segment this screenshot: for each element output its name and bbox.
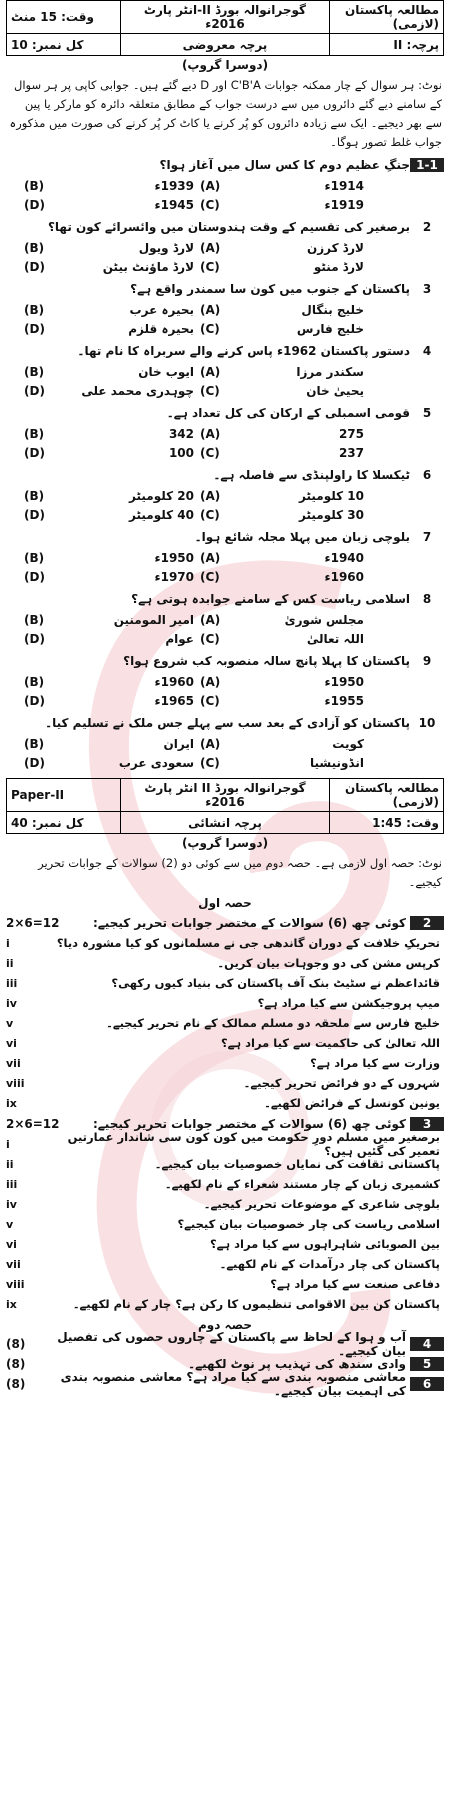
option-d: 1970ء [154,569,194,584]
option-a: 1950ء [324,674,364,689]
time-label: وقت: 15 منٹ [7,1,121,34]
option-a: خلیج بنگال [301,302,364,317]
option-letter: (C) [200,383,220,398]
subject-title: مطالعہ پاکستان (لازمی) [330,779,444,812]
option-letter: (A) [200,736,221,751]
question-text: ٹیکسلا کا راولپنڈی سے فاصلہ ہے۔ [213,468,410,482]
subquestion-text: اللہ تعالیٰ کی حاکمیت سے کیا مراد ہے؟ [220,1036,440,1050]
question-2 [6,912,444,933]
board-year: انٹر پارٹ II گوجرانوالہ بورڈ 2016ء [120,779,330,812]
subquestion-text: بین الصوبائی شاہراہوں سے کیا مراد ہے؟ [209,1237,440,1251]
roman-numeral: ii [6,1157,14,1171]
subquestion-text: برصغیر میں مسلم دورِ حکومت میں کون کون سی شاندار عمارتیں تعمیر کی گئیں ہیں؟ [67,1130,440,1158]
option-b: 342 [168,426,194,441]
question-number: 2 [422,220,432,234]
roman-numeral: iv [6,996,17,1010]
option-d: 1965ء [154,693,194,708]
options-row [6,381,444,400]
mcq-question [6,278,444,300]
subquestion [6,1234,444,1254]
option-d: عوام [165,631,194,646]
option-d: 100 [168,445,194,460]
option-letter: (C) [200,197,220,212]
mcq-question [6,588,444,610]
board-year: انٹر پارٹ-II گوجرانوالہ بورڈ 2016ء [120,1,330,34]
subquestion-text: قائداعظم نے سٹیٹ بنک آف پاکستان کی بنیاد کیوں رکھی؟ [111,976,440,990]
option-letter: (D) [24,445,45,460]
option-letter: (B) [24,736,45,751]
option-b: لارڈ ویول [138,240,194,255]
question-text: قومی اسمبلی کے ارکان کی کل تعداد ہے۔ [166,406,410,420]
question-text: پاکستان کا پہلا پانچ سالہ منصوبہ کب شروع ہوا؟ [123,654,410,668]
option-a: کویت [332,736,364,751]
options-row [6,610,444,629]
subquestion [6,1013,444,1033]
option-letter: (B) [24,364,45,379]
subquestion [6,953,444,973]
option-letter: (A) [200,550,221,565]
options-row [6,567,444,586]
options-row [6,629,444,648]
question-number: 6 [410,1377,444,1391]
subquestion-text: تحریکِ خلافت کے دوران گاندھی جی نے مسلمانوں کو کیا مشورہ دیا؟ [56,936,440,950]
options-row [6,548,444,567]
question-text: آب و ہوا کے لحاظ سے پاکستان کے چاروں حصوں کی تفصیل بیان کیجیے۔ [57,1330,406,1358]
options-row [6,257,444,276]
part-one-heading: حصہ اول [198,896,252,910]
mcq-list [6,154,444,772]
subquestion [6,1073,444,1093]
paper-number: پرچہ: II [330,34,444,56]
option-letter: (C) [200,631,220,646]
option-letter: (B) [24,426,45,441]
subject-title: مطالعہ پاکستان (لازمی) [330,1,444,34]
option-a: لارڈ کرزن [307,240,364,255]
paper-type: پرچہ معروضی [120,34,330,56]
options-row [6,672,444,691]
q3-subquestions [6,1130,444,1314]
roman-numeral: iv [6,1197,17,1211]
option-letter: (A) [200,612,221,627]
question-marks: (8) [6,1357,26,1371]
mcq-question [6,154,444,176]
roman-numeral: vi [6,1036,17,1050]
option-letter: (A) [200,302,221,317]
question-text: بلوچی زبان میں پہلا مجلہ شائع ہوا۔ [194,530,410,544]
roman-numeral: ix [6,1297,17,1311]
option-letter: (A) [200,426,221,441]
subquestion [6,1214,444,1234]
options-row [6,362,444,381]
options-row [6,505,444,524]
option-b: ایوب خان [138,364,194,379]
option-b: ایران [163,736,194,751]
subquestion-text: دفاعی صنعت سے کیا مراد ہے؟ [270,1277,440,1291]
question-text: اسلامی ریاست کس کے سامنے جوابدہ ہوتی ہے؟ [131,592,410,606]
option-letter: (D) [24,321,45,336]
option-letter: (D) [24,507,45,522]
option-letter: (A) [200,488,221,503]
option-letter: (B) [24,550,45,565]
option-a: 1940ء [324,550,364,565]
option-c: اللہ تعالیٰ [306,631,364,646]
option-letter: (D) [24,259,45,274]
options-row [6,734,444,753]
option-letter: (C) [200,755,220,770]
subquestion-text: پاکستانی ثقافت کی نمایاں خصوصیات بیان کیجیے۔ [154,1157,440,1171]
question-text: جنگِ عظیم دوم کا کس سال میں آغاز ہوا؟ [159,158,410,172]
subquestion-text: شہروں کے دو فرائض تحریر کیجیے۔ [243,1076,440,1090]
option-letter: (D) [24,631,45,646]
option-letter: (A) [200,364,221,379]
subquestion [6,1294,444,1314]
subquestion-text: میپ پروجیکشن سے کیا مراد ہے؟ [257,996,440,1010]
mcq-question [6,712,444,734]
question-number: 4 [422,344,432,358]
long-question [6,1330,444,1358]
group-label: (دوسرا گروپ) [181,58,269,72]
option-c: 30 کلومیٹر [299,507,364,522]
option-letter: (D) [24,569,45,584]
objective-header [6,0,444,56]
question-number: 4 [410,1337,444,1351]
subquestion [6,1254,444,1274]
question-text: کوئی چھ (6) سوالات کے مختصر جوابات تحریر کیجیے: [92,1116,406,1131]
subquestion [6,1274,444,1294]
option-letter: (C) [200,507,220,522]
subquestion-text: پاکستان کن بین الاقوامی تنظیموں کا رکن ہے؟ چار کے نام لکھیے۔ [72,1297,440,1311]
options-row [6,176,444,195]
option-letter: (D) [24,383,45,398]
option-c: یحییٰ خان [306,383,364,398]
options-row [6,238,444,257]
question-number: 9 [422,654,432,668]
roman-numeral: vi [6,1237,17,1251]
option-d: 1945ء [154,197,194,212]
question-text: وادی سندھ کی تہذیب پر نوٹ لکھیے۔ [188,1357,406,1371]
subquestion [6,973,444,993]
total-marks: کل نمبر: 40 [7,812,121,834]
question-number: 5 [410,1357,444,1371]
options-row [6,319,444,338]
roman-numeral: iii [6,1177,18,1191]
options-row [6,753,444,772]
option-d: بحیرہ قلزم [128,321,194,336]
roman-numeral: v [6,1016,14,1030]
option-letter: (B) [24,178,45,193]
question-text: معاشی منصوبہ بندی سے کیا مراد ہے؟ معاشی منصوبہ بندی کی اہمیت بیان کیجیے۔ [60,1370,406,1398]
option-c: 1955ء [324,693,364,708]
question-number: 6 [422,468,432,482]
roman-numeral: viii [6,1277,25,1291]
option-c: 237 [338,445,364,460]
option-letter: (D) [24,755,45,770]
option-letter: (A) [200,674,221,689]
roman-numeral: i [6,1137,10,1151]
option-c: خلیج فارس [296,321,364,336]
option-letter: (D) [24,197,45,212]
question-number: 5 [422,406,432,420]
mcq-question [6,650,444,672]
roman-numeral: vii [6,1056,21,1070]
mcq-question [6,464,444,486]
option-letter: (B) [24,488,45,503]
option-letter: (C) [200,693,220,708]
option-letter: (D) [24,693,45,708]
option-c: 1960ء [324,569,364,584]
roman-numeral: viii [6,1076,25,1090]
options-row [6,300,444,319]
question-number: 8 [422,592,432,606]
option-letter: (C) [200,445,220,460]
roman-numeral: v [6,1217,14,1231]
instructions-note: نوٹ: ہر سوال کے چار ممکنہ جوابات C'B'A اور D دیے گئے ہیں۔ جوابی کاپی پر ہر سوال کے سامنے دیے گئے دائروں میں سے درست جواب کے مطابق متعلقہ دائرہ کو مارکر یا پین سے بھر دیجیے۔ ایک سے زیادہ دائروں کو پُر کرنے یا کاٹ کر پُر کرنے کی صورت میں مذکورہ جواب غلط تصور ہوگا۔ [9,78,442,149]
option-c: 1919ء [324,197,364,212]
option-b: امیر المومنین [113,612,194,627]
roman-numeral: ii [6,956,14,970]
question-number: 3 [422,282,432,296]
subquestion [6,1093,444,1113]
options-row [6,486,444,505]
option-letter: (A) [200,178,221,193]
option-a: 275 [338,426,364,441]
subquestion-text: کرپس مشن کی دو وجوہات بیان کریں۔ [217,956,440,970]
q2-subquestions [6,933,444,1113]
option-a: سکندر مرزا [296,364,364,379]
options-row [6,691,444,710]
question-number: 7 [422,530,432,544]
option-letter: (B) [24,612,45,627]
option-b: 1950ء [154,550,194,565]
question-number: 3 [410,1117,444,1131]
long-question [6,1370,444,1398]
long-questions [6,1330,444,1398]
subquestion [6,993,444,1013]
subquestion-text: یونین کونسل کے فرائض لکھیے۔ [264,1096,440,1110]
group-label: (دوسرا گروپ) [181,836,269,850]
option-d: لارڈ ماؤنٹ بیٹن [102,259,194,274]
roman-numeral: i [6,936,10,950]
question-text: پاکستان کو آزادی کے بعد سب سے پہلے جس ملک نے تسلیم کیا۔ [45,716,410,730]
option-a: 1914ء [324,178,364,193]
subquestion-text: کشمیری زبان کے چار مستند شعراء کے نام لکھیے۔ [164,1177,440,1191]
option-b: 1939ء [154,178,194,193]
question-marks: 2×6=12 [6,1116,60,1131]
roman-numeral: ix [6,1096,17,1110]
mcq-question [6,340,444,362]
option-d: چوہدری محمد علی [81,383,194,398]
mcq-question [6,526,444,548]
subquestion [6,1033,444,1053]
question-marks: (8) [6,1377,26,1391]
options-row [6,195,444,214]
question-number: 10 [418,716,436,730]
question-number: 2 [410,916,444,930]
option-d: 40 کلومیٹر [129,507,194,522]
option-b: 20 کلومیٹر [129,488,194,503]
time-label: وقت: 1:45 [330,812,444,834]
question-marks: (8) [6,1337,26,1351]
option-d: سعودی عرب [118,755,194,770]
subjective-header [6,778,444,834]
question-number: 1-1 [410,158,444,172]
subquestion-text: پاکستان کی چار درآمدات کے نام لکھیے۔ [219,1257,440,1271]
part-two-heading: حصہ دوم [197,1318,253,1332]
paper-type: پرچہ انشائی [120,812,330,834]
option-a: مجلس شوریٰ [284,612,364,627]
subquestion-text: وزارت سے کیا مراد ہے؟ [310,1056,440,1070]
option-a: 10 کلومیٹر [299,488,364,503]
subquestion [6,1130,444,1158]
options-row [6,424,444,443]
subquestion [6,1194,444,1214]
option-c: لارڈ منٹو [313,259,364,274]
question-text: پاکستان کے جنوب میں کون سا سمندر واقع ہے؟ [130,282,410,296]
subquestion-text: بلوچی شاعری کے موضوعات تحریر کیجیے۔ [203,1197,440,1211]
subquestion-text: خلیج فارس سے ملحقہ دو مسلم ممالک کے نام تحریر کیجیے۔ [106,1016,440,1030]
paper-label: Paper-II [7,779,121,812]
mcq-question [6,402,444,424]
subquestion [6,1174,444,1194]
total-marks: کل نمبر: 10 [7,34,121,56]
question-text: برصغیر کی تقسیم کے وقت ہندوستان میں وائسرائے کون تھا؟ [47,220,410,234]
question-text: کوئی چھ (6) سوالات کے مختصر جوابات تحریر کیجیے: [92,915,406,930]
instructions-note: نوٹ: حصہ اول لازمی ہے۔ حصہ دوم میں سے کوئی دو (2) سوالات کے جوابات تحریر کیجیے۔ [38,856,442,889]
option-letter: (C) [200,321,220,336]
option-letter: (C) [200,259,220,274]
option-c: انڈونیشیا [309,755,364,770]
question-text: دستور پاکستان 1962ء پاس کرنے والے سربراہ کا نام تھا۔ [77,344,410,358]
subquestion [6,1053,444,1073]
option-b: بحیرہ عرب [129,302,194,317]
option-b: 1960ء [154,674,194,689]
option-letter: (B) [24,240,45,255]
option-letter: (B) [24,302,45,317]
option-letter: (C) [200,569,220,584]
option-letter: (A) [200,240,221,255]
roman-numeral: iii [6,976,18,990]
subquestion [6,1154,444,1174]
subquestion [6,933,444,953]
mcq-question [6,216,444,238]
question-marks: 2×6=12 [6,915,60,930]
roman-numeral: vii [6,1257,21,1271]
options-row [6,443,444,462]
option-letter: (B) [24,674,45,689]
subquestion-text: اسلامی ریاست کی چار خصوصیات بیان کیجیے؟ [177,1217,440,1231]
